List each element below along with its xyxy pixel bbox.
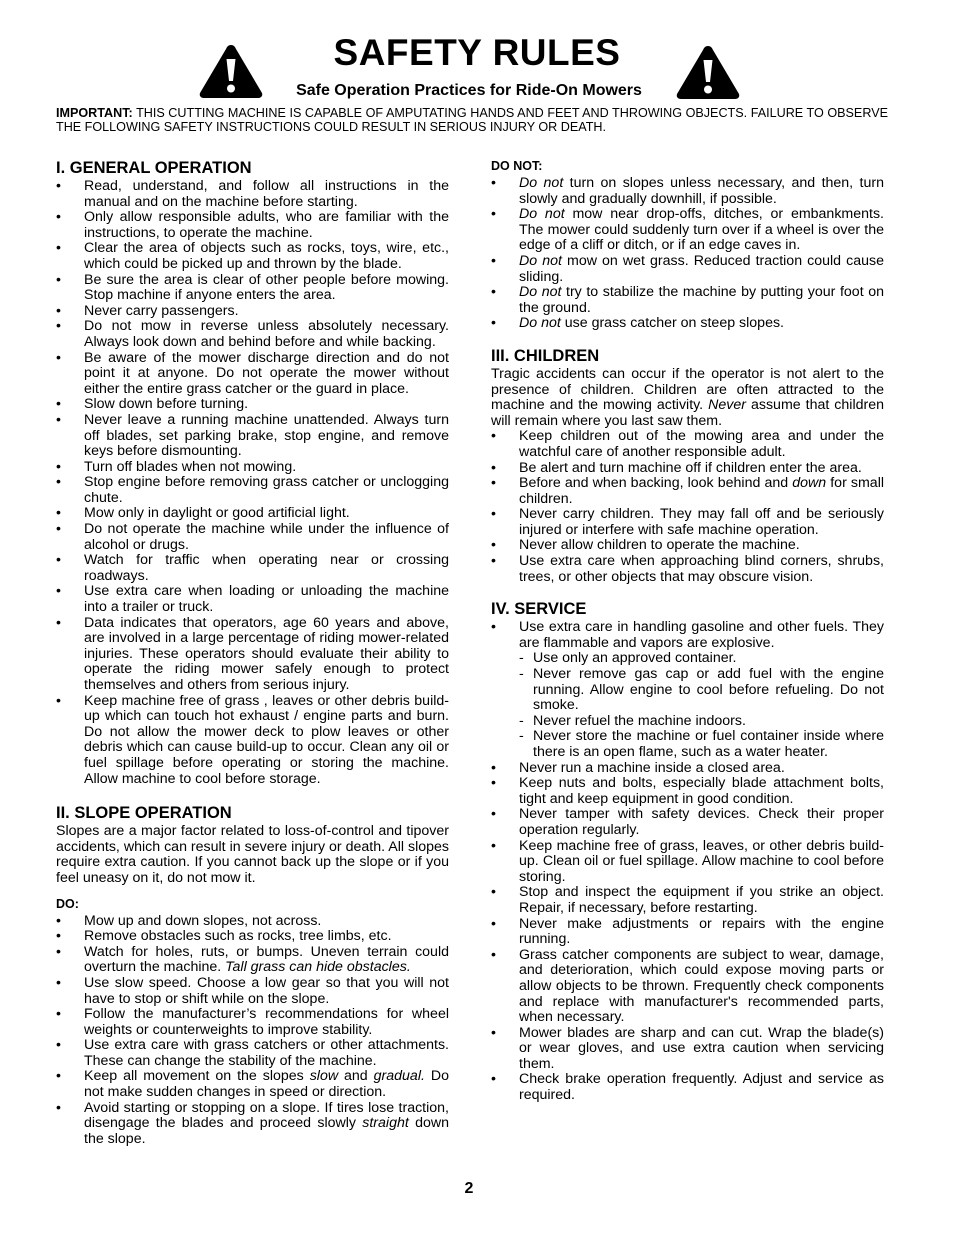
- list-item: • Use extra care when approaching blind corners, shrubs, trees, or other objects that may obscure vision.: [491, 554, 884, 585]
- slope-intro: Slopes are a major factor related to loss-of-control and tipover accidents, which can result in severe injury or death. All slopes require extra caution. If you cannot back up the slope or if you feel uneasy on it, do not mow it.: [56, 823, 449, 886]
- slope-do-not-list: [491, 176, 884, 332]
- sub-list-item: - Never store the machine or fuel container inside where there is an open flame, such as a water heater.: [519, 729, 884, 760]
- section-heading-slope: II. SLOPE OPERATION: [56, 804, 232, 823]
- list-item: • Use extra care when loading or unloading the machine into a trailer or truck.: [56, 584, 449, 615]
- list-item: • Keep all movement on the slopes slow and gradual. Do not make sudden changes in speed or direction.: [56, 1069, 449, 1100]
- list-item: • Be sure the area is clear of other people before mowing. Stop machine if anyone enters the area.: [56, 273, 449, 304]
- list-item: • Keep children out of the mowing area and under the watchful care of another responsible adult.: [491, 429, 884, 460]
- list-item: • Read, understand, and follow all instructions in the manual and on the machine before starting.: [56, 179, 449, 210]
- service-list: [491, 620, 884, 1103]
- list-item: • Never carry children. They may fall off and be seriously injured or interfere with safe machine operation.: [491, 507, 884, 538]
- list-item: • Stop engine before removing grass catcher or unclogging chute.: [56, 475, 449, 506]
- list-item: • Slow down before turning.: [56, 397, 449, 413]
- sub-list-item: - Never refuel the machine indoors.: [519, 714, 884, 730]
- list-item: • Data indicates that operators, age 60 years and above, are involved in a large percentage of riding mower-related injuries. These operators should evaluate their ability to operate the riding mower safely enough to protect themselves and others from serious injury.: [56, 616, 449, 694]
- list-item: • Do not try to stabilize the machine by putting your foot on the ground.: [491, 285, 884, 316]
- children-list: [491, 429, 884, 585]
- list-item: • Do not operate the machine while under the influence of alcohol or drugs.: [56, 522, 449, 553]
- list-item: • Use extra care with grass catchers or other attachments. These can change the stability of the machine.: [56, 1038, 449, 1069]
- list-item: • Before and when backing, look behind and down for small children.: [491, 476, 884, 507]
- list-item: • Turn off blades when not mowing.: [56, 460, 449, 476]
- list-item: • Do not mow near drop-offs, ditches, or embankments. The mower could suddenly turn over if a wheel is over the edge of a cliff or ditch, or if an edge caves in.: [491, 207, 884, 254]
- section-heading-service: IV. SERVICE: [491, 600, 587, 619]
- list-item: • Keep machine free of grass , leaves or other debris build-up which can touch hot exhaust / engine parts and burn. Do not allow the mower deck to plow leaves or other debris which can cause build-up to occur. Clean any oil or fuel spillage before operating or storing the machine. Allow machine to cool before storage.: [56, 694, 449, 788]
- list-item: • Never tamper with safety devices. Check their proper operation regularly.: [491, 807, 884, 838]
- list-item: • Remove obstacles such as rocks, tree limbs, etc.: [56, 929, 449, 945]
- list-item: • Watch for traffic when operating near or crossing roadways.: [56, 553, 449, 584]
- list-item: • Follow the manufacturer’s recommendations for wheel weights or counterweights to improve stability.: [56, 1007, 449, 1038]
- right-column: [491, 159, 884, 1104]
- list-item: • Watch for holes, ruts, or bumps. Uneven terrain could overturn the machine. Tall grass can hide obstacles.: [56, 945, 449, 976]
- page-title: SAFETY RULES: [333, 32, 621, 73]
- important-label: IMPORTANT:: [56, 106, 133, 120]
- page-header: [0, 0, 954, 100]
- list-item: • Mow up and down slopes, not across.: [56, 914, 449, 930]
- list-item: • Do not use grass catcher on steep slopes.: [491, 316, 884, 332]
- list-item: • Check brake operation frequently. Adjust and service as required.: [491, 1072, 884, 1103]
- list-item: • Only allow responsible adults, who are familiar with the instructions, to operate the machine.: [56, 210, 449, 241]
- list-item: • Stop and inspect the equipment if you strike an object. Repair, if necessary, before restarting.: [491, 885, 884, 916]
- list-item: • Be aware of the mower discharge direction and do not point it at anyone. Do not operate the mower without either the entire grass catcher or the guard in place.: [56, 351, 449, 398]
- list-item: • Never run a machine inside a closed area.: [491, 761, 884, 777]
- list-item: • Do not mow in reverse unless absolutely necessary. Always look down and behind before and while backing.: [56, 319, 449, 350]
- list-item: • Use slow speed. Choose a low gear so that you will not have to stop or shift while on the slope.: [56, 976, 449, 1007]
- list-item: • Grass catcher components are subject to wear, damage, and deterioration, which could expose moving parts or allow objects to be thrown. Frequently check components and replace with manufacturer's recommended parts, when necessary.: [491, 948, 884, 1026]
- children-intro: Tragic accidents can occur if the operator is not alert to the presence of children. Children are often attracted to the machine and the mowing activity. Never assume that children will remain where you last saw them.: [491, 365, 884, 429]
- list-item: • Do not turn on slopes unless necessary, and then, turn slowly and gradually downhill, if possible.: [491, 176, 884, 207]
- sub-list-item: - Never remove gas cap or add fuel with the engine running. Allow engine to cool before refueling. Do not smoke.: [519, 667, 884, 714]
- list-item: • Use extra care in handling gasoline and other fuels. They are flammable and vapors are explosive. - Use only an approved container. - Never remove gas cap or add fuel with the engine running. Allow engine to cool before refueling. Do not smoke. - Never refuel the machine indoors. - Never store the machine or fuel container inside where there is an open flame, such as a water heater.: [491, 620, 884, 760]
- important-text: THIS CUTTING MACHINE IS CAPABLE OF AMPUTATING HANDS AND FEET AND THROWING OBJECTS. FAILURE TO OBSERVE THE FOLLOWING SAFETY INSTRUCTIONS COULD RESULT IN SERIOUS INJURY OR DEATH.: [56, 106, 889, 134]
- do-label: DO:: [56, 896, 79, 911]
- list-item: • Mower blades are sharp and can cut. Wrap the blade(s) or wear gloves, and use extra caution when servicing them.: [491, 1026, 884, 1073]
- section-heading-children: III. CHILDREN: [491, 346, 600, 365]
- left-column: [56, 159, 449, 1147]
- list-item: • Keep nuts and bolts, especially blade attachment bolts, tight and keep equipment in good condition.: [491, 776, 884, 807]
- list-item: • Do not mow on wet grass. Reduced traction could cause sliding.: [491, 254, 884, 285]
- sub-list-item: - Use only an approved container.: [519, 651, 884, 667]
- do-not-label: DO NOT:: [491, 159, 543, 173]
- section-heading-general: I. GENERAL OPERATION: [56, 159, 252, 177]
- list-item: • Never leave a running machine unattended. Always turn off blades, set parking brake, stop engine, and remove keys before dismounting.: [56, 413, 449, 460]
- list-item: • Clear the area of objects such as rocks, toys, wire, etc., which could be picked up and thrown by the blade.: [56, 241, 449, 272]
- list-item: • Keep machine free of grass, leaves, or other debris build-up. Clean oil or fuel spillage. Allow machine to cool before storing.: [491, 839, 884, 886]
- list-item: • Never allow children to operate the machine.: [491, 538, 884, 554]
- list-item: • Never carry passengers.: [56, 304, 449, 320]
- page-subtitle: Safe Operation Practices for Ride-On Mowers: [296, 82, 642, 99]
- slope-do-list: [56, 914, 449, 1148]
- fuel-sub-list: [519, 651, 884, 760]
- warning-triangle-icon: [675, 44, 741, 100]
- page-number: 2: [464, 1180, 474, 1197]
- general-operation-list: [56, 179, 449, 787]
- list-item: • Avoid starting or stopping on a slope. If tires lose traction, disengage the blades and proceed slowly straight down the slope.: [56, 1101, 449, 1148]
- list-item: • Be alert and turn machine off if children enter the area.: [491, 461, 884, 477]
- list-item: • Never make adjustments or repairs with the engine running.: [491, 917, 884, 948]
- important-notice: [56, 106, 888, 134]
- list-item: • Mow only in daylight or good artificial light.: [56, 506, 449, 522]
